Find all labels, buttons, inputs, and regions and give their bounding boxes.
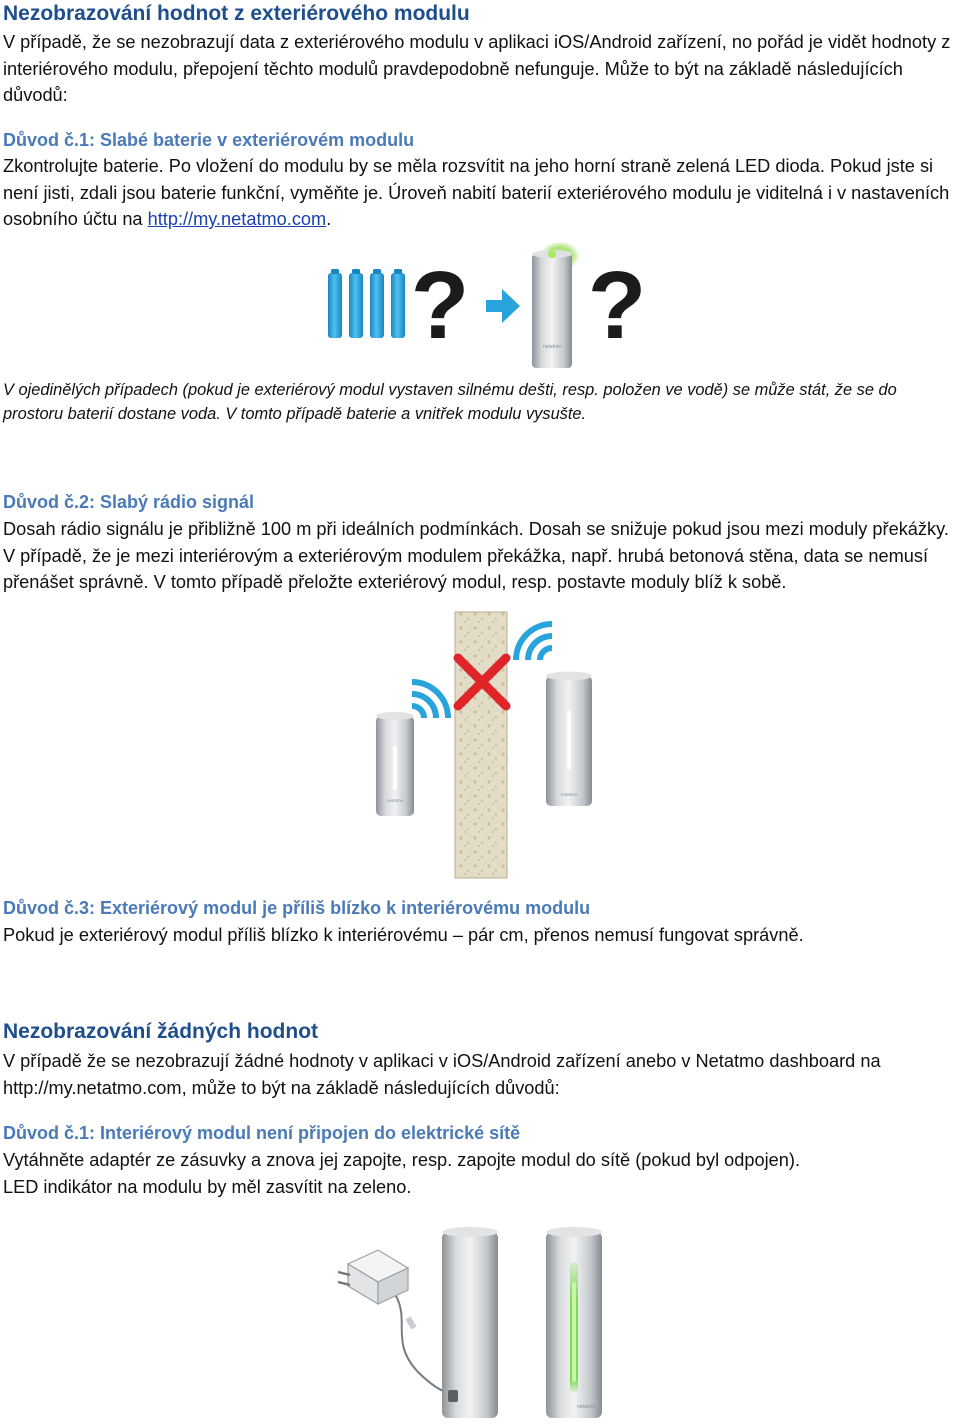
arrow-right-icon (486, 289, 520, 323)
question-mark-icon (411, 252, 470, 359)
svg-text:netatmo: netatmo (542, 344, 562, 350)
wall-icon (455, 612, 507, 878)
svg-text:netatmo: netatmo (560, 792, 578, 797)
reason3-heading: Důvod č.3: Exteriérový modul je příliš blízko k interiérovému modulu (3, 898, 591, 918)
section-title-outdoor: Nezobrazování hodnot z exteriérového modulu (3, 2, 470, 25)
section-title-no-values: Nezobrazování žádných hodnot (3, 1020, 319, 1043)
reason2-heading: Důvod č.2: Slabý rádio signál (3, 492, 255, 512)
section2-reason1-heading: Důvod č.1: Interiérový modul není připojen do elektrické sítě (3, 1123, 521, 1143)
indoor-module-icon (442, 1227, 498, 1418)
reason1-text-before: Zkontrolujte baterie. Po vložení do modulu by se měla rozsvítit na jeho horní straně zelená LED dioda. Pokud jste si není jisti, zdali jsou baterie funkční, vyměňte je. Úroveň nabití baterií exteriérového modulu je viditelná i v nastaveních osobního účtu na (3, 156, 950, 229)
section2-reason1-text: Vytáhněte adaptér ze zásuvky a znova jej zapojte, resp. zapojte modul do sítě (pokud byl odpojen). LED indikátor na modulu by měl zasvítit na zeleno. (3, 1150, 801, 1197)
wall-illustration (360, 610, 600, 880)
reason1-text (3, 153, 960, 233)
signal-waves-icon (412, 682, 448, 718)
reason1-text-after: . (326, 209, 332, 229)
indoor-module-icon (376, 712, 414, 816)
power-adapter-icon (338, 1250, 408, 1304)
reason2-text: Dosah rádio signálu je přibližně 100 m při ideálních podmínkách. Dosah se snižuje pokud jsou mezi moduly překážky. V případě, že je mezi interiérovým a exteriérovým modulem překážka, např. hrubá betonová stěna, data se nemusí přenášet správně. V tomto případě přeložte exteriérový modul, resp. postavte moduly blíž k sobě. (3, 519, 949, 592)
power-illustration (330, 1222, 630, 1422)
netatmo-link[interactable]: http://my.netatmo.com (147, 209, 327, 229)
question-mark-icon (588, 252, 647, 359)
svg-text:?: ? (410, 252, 470, 359)
section-intro-outdoor: V případě, že se nezobrazují data z exteriérového modulu v aplikaci iOS/Android zařízení, no pořád je vidět hodnoty z interiérového modulu, přepojení těchto modulů pravdepodobně nefunguje. Může to být na základě následujících důvodů: (3, 32, 951, 105)
outdoor-module-icon (532, 241, 580, 368)
section2-intro: V případě že se nezobrazují žádné hodnoty v aplikaci v iOS/Android zařízení anebo v Netatmo dashboard na http://my.netatmo.com, může to být na základě následujících důvodů: (3, 1051, 881, 1098)
reason1-heading: Důvod č.1: Slabé baterie v exteriérovém modulu (3, 130, 415, 150)
battery-illustration (320, 240, 650, 372)
reason1-note: V ojedinělých případech (pokud je exteriérový modul vystaven silnému dešti, resp. položen ve vodě) se může stát, že se do prostoru baterií dostane voda. V tomto případě baterie a vnitřek modulu vysušte. (3, 381, 897, 423)
svg-text:netatmo: netatmo (576, 1404, 596, 1410)
outdoor-module-icon (546, 672, 592, 807)
svg-text:?: ? (587, 252, 647, 359)
svg-text:netatmo: netatmo (386, 798, 404, 803)
reason3-text: Pokud je exteriérový modul příliš blízko k interiérovému – pár cm, přenos nemusí fungovat správně. (3, 925, 804, 945)
signal-waves-icon (516, 624, 552, 660)
indoor-module-led-icon (546, 1227, 602, 1418)
battery-icon (328, 269, 405, 338)
